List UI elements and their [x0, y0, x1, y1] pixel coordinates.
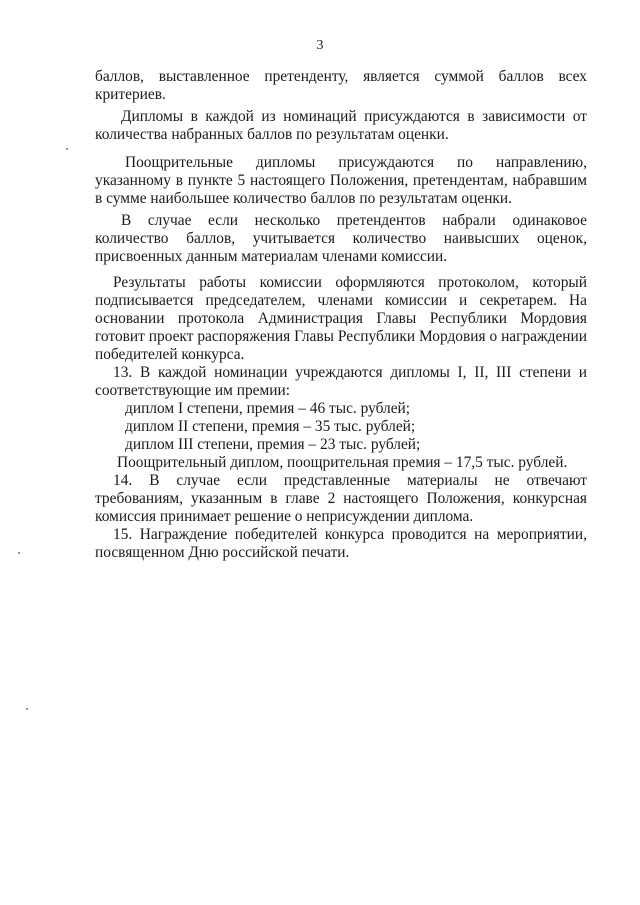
prize-item: диплом I степени, премия – 46 тыс. рублей;	[125, 400, 411, 417]
scan-speck	[18, 552, 20, 554]
text-line: соответствующие им премии:	[95, 382, 290, 399]
text-line: В случае если несколько претендентов набрали одинаковое	[121, 212, 587, 229]
text-line: требованиям, указанным в главе 2 настоящего Положения, конкурсная	[95, 490, 587, 507]
text-line: основании протокола Администрация Главы Республики Мордовия	[95, 310, 587, 327]
scan-speck	[26, 708, 28, 710]
text-line: 14. В случае если представленные материалы не отвечают	[113, 472, 587, 489]
paragraph-tie-break	[95, 212, 587, 266]
text-line: комиссия принимает решение о неприсуждении диплома.	[95, 508, 474, 525]
paragraph-encouragement-diplomas	[95, 154, 587, 208]
text-line: баллов, выставленное претенденту, является суммой баллов всех	[95, 68, 587, 85]
prize-item: Поощрительный диплом, поощрительная премия – 17,5 тыс. рублей.	[117, 454, 568, 471]
paragraph-diplomas-awarded	[95, 108, 587, 144]
text-line: присвоенных данным материалам членами комиссии.	[95, 248, 448, 265]
text-line: Дипломы в каждой из номинаций присуждаются в зависимости от	[121, 108, 587, 125]
paragraph-13-nominations	[95, 364, 587, 400]
paragraph-commission-results	[95, 274, 587, 364]
text-line: готовит проект распоряжения Главы Республики Мордовия о награждении	[95, 328, 587, 345]
text-line: победителей конкурса.	[95, 346, 245, 363]
text-line: подписывается председателем, членами комиссии и секретарем. На	[95, 292, 587, 309]
text-line: Результаты работы комиссии оформляются протоколом, который	[113, 274, 587, 291]
text-line: Поощрительные дипломы присуждаются по направлению,	[125, 154, 587, 171]
text-line: количества набранных баллов по результатам оценки.	[95, 126, 449, 143]
prize-list	[95, 400, 587, 472]
text-line: критериев.	[95, 86, 166, 103]
prize-item: диплом III степени, премия – 23 тыс. рублей;	[125, 436, 421, 453]
text-line: 15. Награждение победителей конкурса проводится на мероприятии,	[113, 526, 587, 543]
document-body	[95, 68, 587, 562]
paragraph-15-award-ceremony	[95, 526, 587, 562]
text-line: 13. В каждой номинации учреждаются дипломы I, II, III степени и	[113, 364, 587, 381]
paragraph-score-sum	[95, 68, 587, 104]
paragraph-14-requirements	[95, 472, 587, 526]
text-line: в сумме наибольшее количество баллов по результатам оценки.	[95, 190, 512, 207]
text-line: указанному в пункте 5 настоящего Положения, претендентам, набравшим	[95, 172, 587, 189]
text-line: посвященном Дню российской печати.	[95, 544, 350, 561]
text-line: количество баллов, учитывается количество наивысших оценок,	[95, 230, 587, 247]
page-number: 3	[316, 38, 324, 53]
scan-speck	[66, 148, 68, 150]
prize-item: диплом II степени, премия – 35 тыс. рублей;	[125, 418, 416, 435]
